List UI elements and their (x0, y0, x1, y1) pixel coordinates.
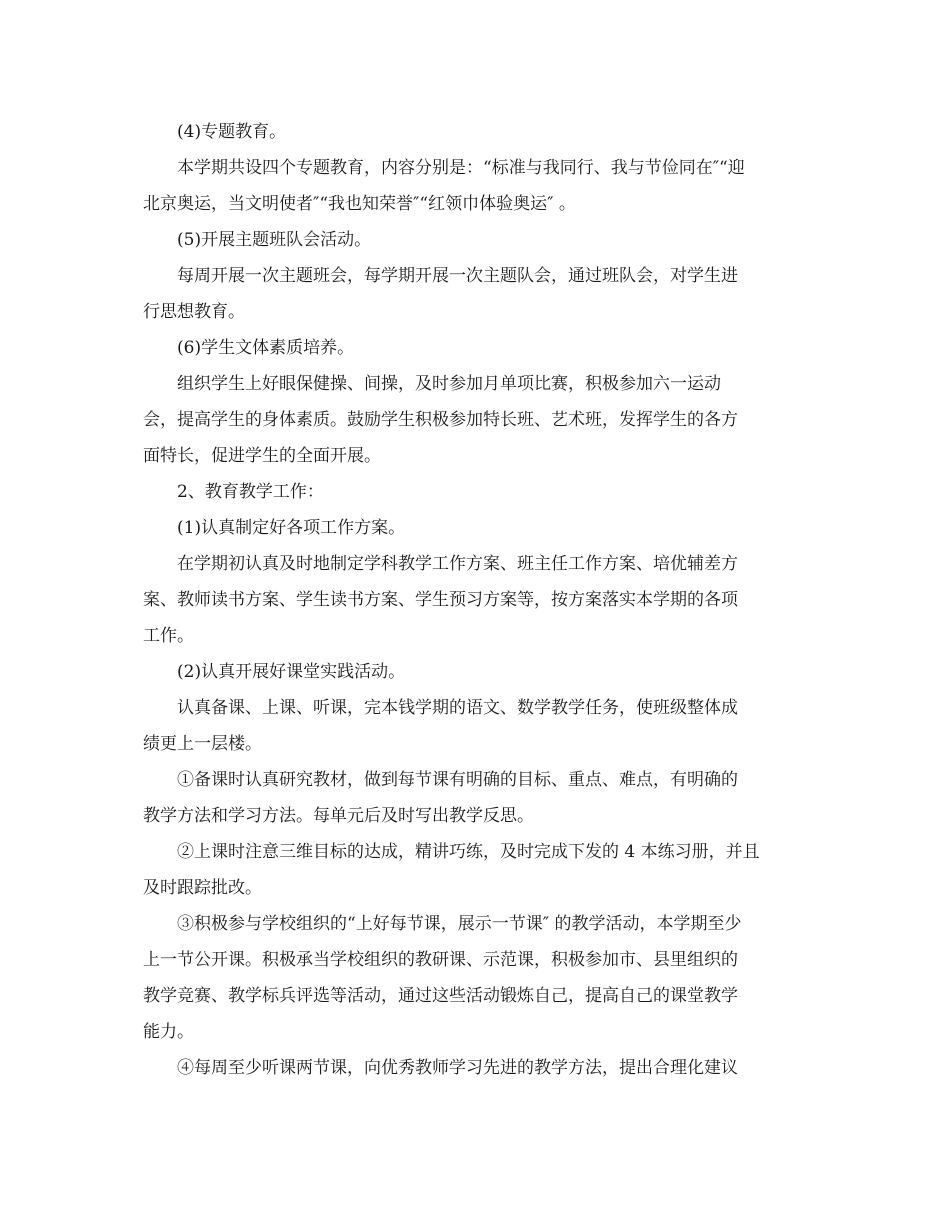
paragraph-item-4 (143, 1050, 818, 1086)
document-body (143, 114, 818, 1086)
paragraph-item-3 (143, 906, 818, 1050)
text-line: ③积极参与学校组织的“上好每节课，展示一节课″ 的教学活动，本学期至少 (177, 914, 742, 934)
paragraph-item-2 (143, 834, 818, 906)
text-line: (1)认真制定好各项工作方案。 (177, 518, 406, 538)
text-line: 北京奥运，当文明使者″“我也知荣誉″“红领巾体验奥运″ 。 (143, 194, 576, 214)
text-line: (2)认真开展好课堂实践活动。 (177, 662, 406, 682)
text-line: 会，提高学生的身体素质。鼓励学生积极参加特长班、艺术班，发挥学生的各方 (143, 410, 738, 430)
text-line: 工作。 (143, 626, 194, 646)
text-line: 本学期共设四个专题教育，内容分别是：“标准与我同行、我与节俭同在″“迎 (177, 158, 745, 178)
paragraph-sports (143, 366, 818, 474)
paragraph-heading-5 (143, 222, 818, 258)
paragraph-heading-2 (143, 654, 818, 690)
text-line: 案、教师读书方案、学生读书方案、学生预习方案等，按方案落实本学期的各项 (143, 590, 738, 610)
text-line: 绩更上一层楼。 (143, 734, 262, 754)
text-line: 认真备课、上课、听课，完本钱学期的语文、数学教学任务，使班级整体成 (177, 698, 738, 718)
text-line: 教学方法和学习方法。每单元后及时写出教学反思。 (143, 806, 534, 826)
text-line: (5)开展主题班队会活动。 (177, 230, 372, 250)
paragraph-work-plans (143, 546, 818, 654)
text-line: 面特长，促进学生的全面开展。 (143, 446, 381, 466)
paragraph-class-meeting (143, 258, 818, 330)
text-line: 2、教育教学工作： (177, 482, 324, 502)
text-line: ①备课时认真研究教材，做到每节课有明确的目标、重点、难点，有明确的 (177, 770, 738, 790)
text-line: 及时跟踪批改。 (143, 878, 262, 898)
text-line: 在学期初认真及时地制定学科教学工作方案、班主任工作方案、培优辅差方 (177, 554, 738, 574)
paragraph-item-1 (143, 762, 818, 834)
text-line: 上一节公开课。积极承当学校组织的教研课、示范课，积极参加市、县里组织的 (143, 950, 738, 970)
paragraph-teaching-tasks (143, 690, 818, 762)
text-line: (4)专题教育。 (177, 122, 287, 142)
text-line: 教学竞赛、教学标兵评选等活动，通过这些活动锻炼自己，提高自己的课堂教学 (143, 986, 738, 1006)
text-line: ②上课时注意三维目标的达成，精讲巧练，及时完成下发的 4 本练习册，并且 (177, 842, 760, 862)
paragraph-section-2 (143, 474, 818, 510)
text-line: 能力。 (143, 1022, 194, 1042)
paragraph-heading-4 (143, 114, 818, 150)
paragraph-heading-1 (143, 510, 818, 546)
text-line: 行思想教育。 (143, 302, 245, 322)
paragraph-topic-education (143, 150, 818, 222)
text-line: 每周开展一次主题班会，每学期开展一次主题队会，通过班队会，对学生进 (177, 266, 738, 286)
text-line: (6)学生文体素质培养。 (177, 338, 355, 358)
paragraph-heading-6 (143, 330, 818, 366)
text-line: 组织学生上好眼保健操、间操，及时参加月单项比赛，积极参加六一运动 (177, 374, 721, 394)
text-line: ④每周至少听课两节课，向优秀教师学习先进的教学方法，提出合理化建议 (177, 1058, 738, 1078)
